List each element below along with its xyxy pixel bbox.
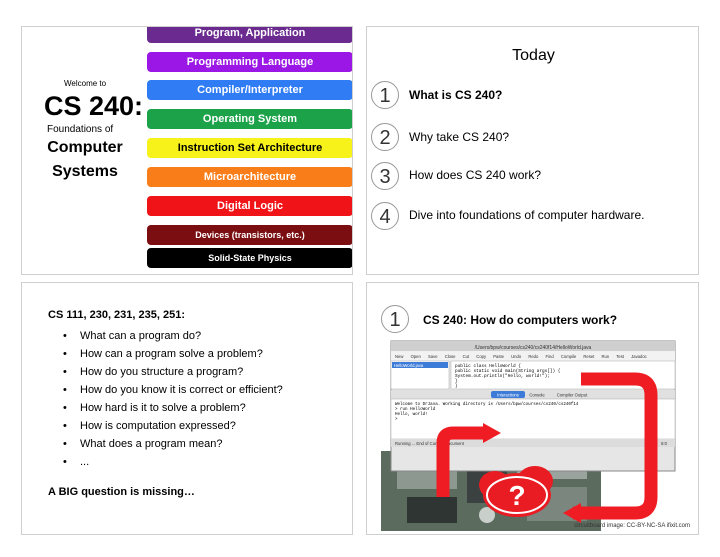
toolbar-paste[interactable]: Paste (493, 354, 504, 359)
slide-questions (21, 282, 353, 535)
slide-layers (21, 26, 353, 275)
toolbar-compile[interactable]: Compile (560, 354, 577, 359)
toolbar-save[interactable]: Save (427, 354, 438, 359)
layer-programming-language: Programming Language (147, 52, 353, 72)
slide-how-computers-work (366, 282, 699, 535)
ide-path: /Users/bpw/courses/cs240/cs240f14/HelloWorld.java (474, 345, 592, 351)
list-item: • What does a program mean? (58, 435, 283, 453)
list-item: • How do you structure a program? (58, 363, 283, 381)
list-item: • How hard is it to solve a problem? (58, 399, 283, 417)
list-item: • How is computation expressed? (58, 417, 283, 435)
item-number-3: 3 (371, 162, 399, 190)
item-text-4: Dive into foundations of computer hardware. (409, 208, 645, 222)
layer-devices: Devices (transistors, etc.) (147, 225, 353, 245)
tab-interactions[interactable]: Interactions (497, 392, 519, 398)
ide-and-board-illustration (367, 283, 699, 535)
missing-question-text: A BIG question is missing… (48, 486, 195, 498)
toolbar-close[interactable]: Close (444, 354, 456, 359)
slide-heading: CS 240: How do computers work? (423, 313, 618, 327)
list-item: • What can a program do? (58, 327, 283, 345)
item-number-4: 4 (371, 202, 399, 230)
toolbar-undo[interactable]: Undo (511, 354, 522, 359)
interactions-console[interactable]: Welcome to DrJava. Working directory is /Users/bpw/courses/cs240/cs240f14 > run HelloWorld Hello, world! > (395, 403, 579, 422)
item-number-2: 2 (371, 123, 399, 151)
list-item: • How do you know it is correct or efficient? (58, 381, 283, 399)
tab-console[interactable]: Console (529, 392, 545, 398)
status-bar-text: Running ... End of Current Document (395, 441, 464, 446)
toolbar-test[interactable]: Test (616, 354, 624, 359)
foundations-text: Foundations of (47, 124, 114, 135)
file-list-item[interactable]: HelloWorld.java (394, 363, 424, 368)
question-list (58, 327, 283, 471)
item-text-2: Why take CS 240? (409, 130, 510, 144)
layer-operating-system: Operating System (147, 109, 353, 129)
item-number-1: 1 (381, 305, 409, 333)
slide-today (366, 26, 699, 275)
item-text-3: How does CS 240 work? (409, 168, 542, 182)
image-credit: circuitboard image: CC-BY-NC-SA ifixit.com (574, 523, 690, 529)
layer-digital-logic: Digital Logic (147, 196, 353, 216)
item-number-1: 1 (371, 81, 399, 109)
layer-microarchitecture: Microarchitecture (147, 167, 353, 187)
toolbar-run[interactable]: Run (601, 354, 610, 359)
toolbar-copy[interactable]: Copy (476, 354, 487, 359)
toolbar-reset[interactable]: Reset (583, 354, 595, 359)
toolbar-javadoc[interactable]: Javadoc (631, 354, 647, 359)
toolbar-find[interactable]: Find (545, 354, 554, 359)
toolbar-cut[interactable]: Cut (462, 354, 470, 359)
ide-window (391, 341, 675, 471)
ide-toolbar (395, 354, 647, 359)
tab-compiler-output[interactable]: Compiler Output (556, 392, 588, 398)
code-editor[interactable]: public class HelloWorld { public static void main(String args[]) { System.out.println("Hello, world!"); } } (455, 364, 561, 389)
toolbar-new[interactable]: New (395, 354, 404, 359)
toolbar-redo[interactable]: Redo (528, 354, 539, 359)
list-item: • How can a program solve a problem? (58, 345, 283, 363)
layer-solid-state-physics: Solid-State Physics (147, 248, 353, 268)
list-item: • ... (58, 453, 283, 471)
computer-text: Computer (47, 139, 123, 156)
toolbar-open[interactable]: Open (410, 354, 421, 359)
systems-text: Systems (52, 163, 118, 180)
cursor-position: 8:0 (661, 441, 667, 446)
course-title: CS 240: (44, 91, 144, 121)
layer-compiler-interpreter: Compiler/Interpreter (147, 80, 353, 100)
layer-isa: Instruction Set Architecture (147, 138, 353, 158)
today-title: Today (512, 47, 555, 64)
layer-program-application: Program, Application (147, 26, 353, 43)
courses-heading: CS 111, 230, 231, 235, 251: (48, 309, 186, 321)
item-text-1: What is CS 240? (409, 88, 503, 102)
question-mark: ? (508, 480, 526, 511)
welcome-text: Welcome to (64, 79, 107, 88)
